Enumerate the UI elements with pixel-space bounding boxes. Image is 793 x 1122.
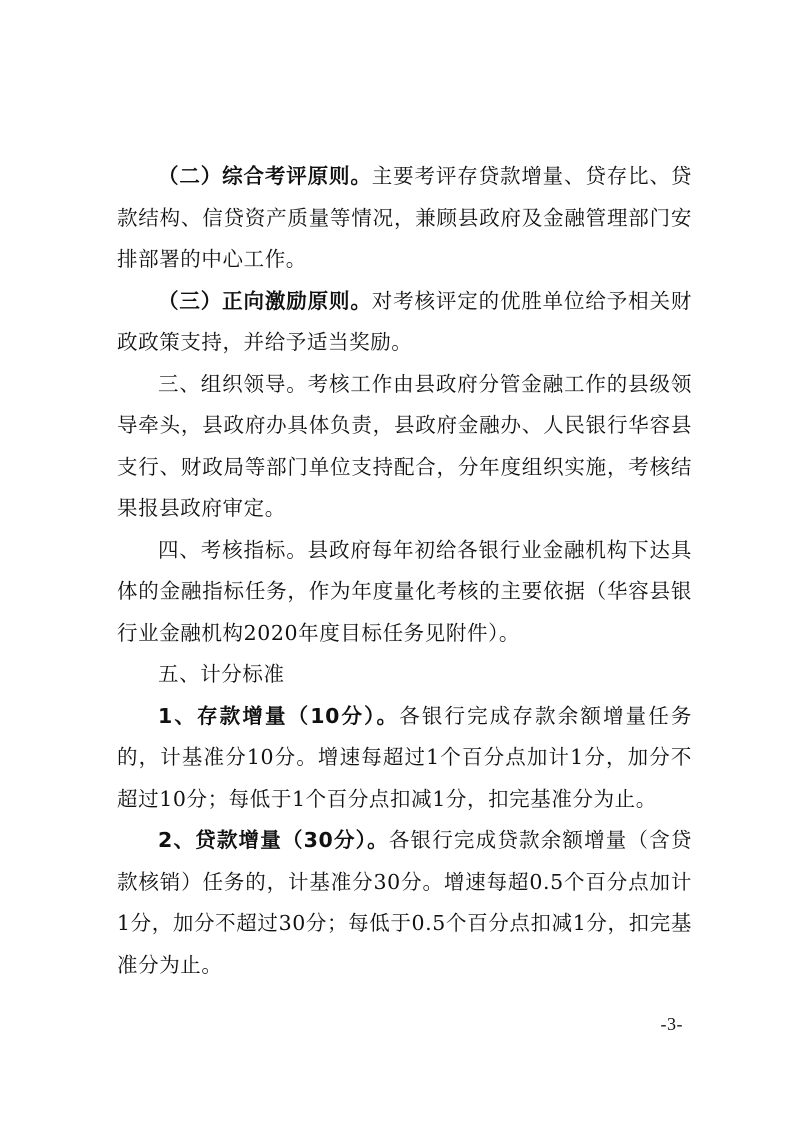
page-number: -3- [660, 1014, 683, 1034]
section-heading: 四、考核指标。 [158, 537, 308, 562]
paragraph-assessment-indicators [117, 530, 692, 655]
paragraph-scoring-heading [117, 654, 692, 696]
paragraph-text: 各银行完成存款余额增量任务的，计基准分10分。增速每超过1个百分点加计1分，加分不超过10分；每低于1个百分点扣减1分，扣完基准分为止。 [117, 703, 692, 811]
paragraph-text: 主要考评存贷款增量、贷存比、贷款结构、信贷资产质量等情况，兼顾县政府及金融管理部门安排部署的中心工作。 [117, 164, 693, 271]
paragraph-text: 考核工作由县政府分管金融工作的县级领导牵头，县政府办具体负责，县政府金融办、人民银行华容县支行、财政局等部门单位支持配合，分年度组织实施，考核结果报县政府审定。 [117, 371, 692, 520]
paragraph-text: 对考核评定的优胜单位给予相关财政政策支持，并给予适当奖励。 [117, 288, 693, 354]
paragraph-deposit-increment [117, 696, 692, 821]
paragraph-incentive-principle [117, 281, 692, 364]
paragraph-lead: （二）综合考评原则。 [158, 164, 372, 188]
section-heading: 三、组织领导。 [158, 371, 308, 396]
paragraph-text: 县政府每年初给各银行业金融机构下达具体的金融指标任务，作为年度量化考核的主要依据（华容县银行业金融机构2020年度目标任务见附件）。 [117, 537, 692, 645]
paragraph-text: 各银行完成贷款余额增量（含贷款核销）任务的，计基准分30分。增速每超0.5个百分点加计1分，加分不超过30分；每低于0.5个百分点扣减1分，扣完基准分为止。 [117, 828, 692, 977]
paragraph-organization [117, 364, 692, 530]
paragraph-lead: 1、存款增量（10分）。 [158, 703, 400, 728]
document-body [117, 156, 692, 986]
paragraph-lead: 2、贷款增量（30分）。 [158, 828, 389, 852]
paragraph-comprehensive-principle [117, 156, 692, 281]
section-heading: 五、计分标准 [158, 662, 285, 686]
paragraph-lead: （三）正向激励原则。 [158, 288, 372, 313]
paragraph-loan-increment [117, 820, 692, 986]
